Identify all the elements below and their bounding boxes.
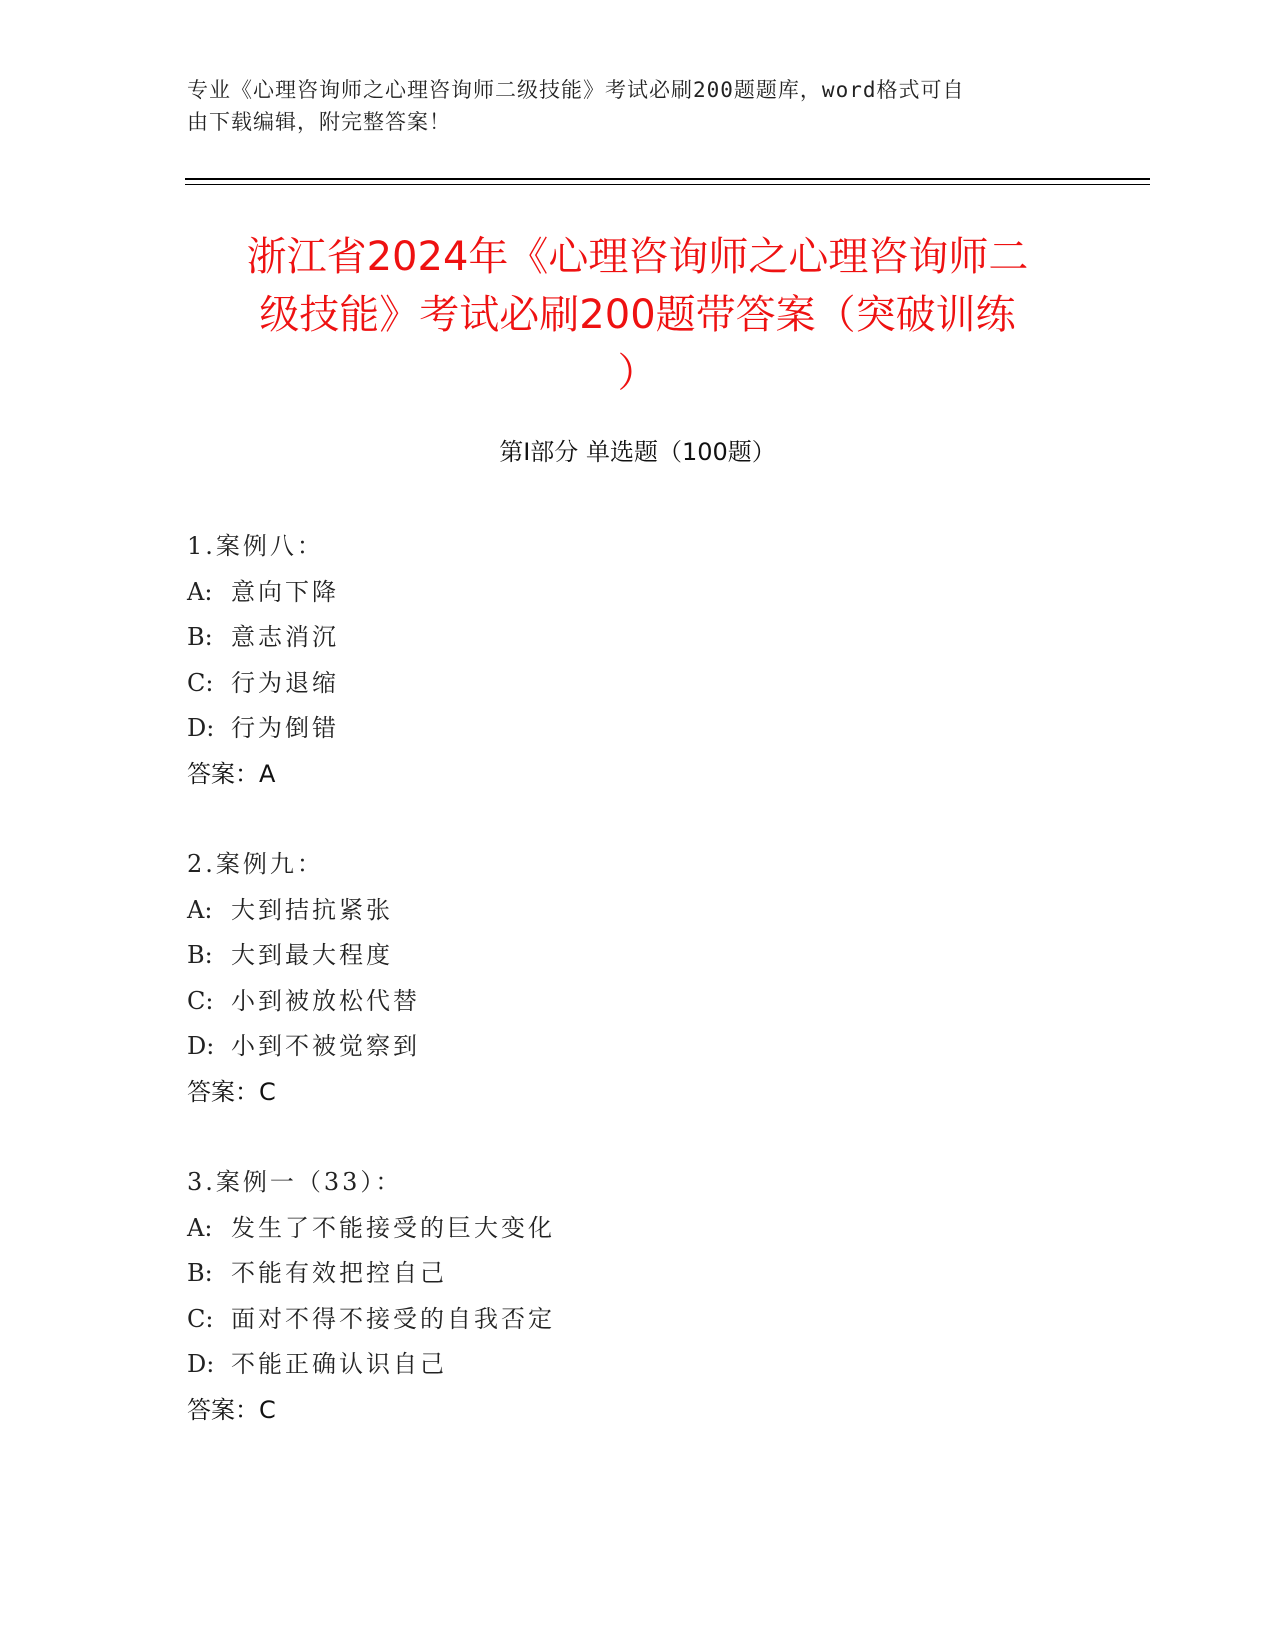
option-b	[187, 1251, 887, 1297]
option-c	[187, 979, 887, 1025]
option-letter: C:	[187, 1304, 214, 1333]
section-title: 第Ⅰ部分 单选题（100题）	[499, 438, 776, 466]
option-d	[187, 1342, 887, 1388]
option-text: 行为倒错	[231, 714, 339, 742]
option-letter: D:	[187, 1350, 215, 1378]
option-text: 行为退缩	[231, 668, 339, 697]
option-d	[187, 1024, 887, 1070]
option-text: 发生了不能接受的巨大变化	[231, 1213, 555, 1242]
question-stem: 2.案例九：	[187, 850, 324, 878]
option-a	[187, 570, 887, 616]
option-letter: D:	[187, 714, 215, 742]
answer-line: 答案：A	[187, 759, 276, 788]
document-title	[140, 228, 1135, 402]
question-1	[187, 524, 887, 797]
option-text: 意向下降	[231, 577, 339, 606]
option-c	[187, 1297, 887, 1343]
answer-line: 答案：C	[187, 1395, 276, 1424]
option-text: 不能正确认识自己	[231, 1350, 447, 1378]
header-note	[187, 74, 1067, 138]
option-letter: B:	[187, 941, 213, 969]
option-b	[187, 933, 887, 979]
option-letter: A:	[187, 895, 213, 924]
answer-line: 答案：C	[187, 1077, 276, 1106]
header-rule-thin	[185, 184, 1150, 185]
option-text: 意志消沉	[231, 623, 339, 651]
question-3	[187, 1160, 887, 1433]
document-title-line-2: 级技能》考试必刷200题带答案（突破训练	[259, 292, 1016, 338]
question-2	[187, 842, 887, 1115]
question-stem: 3.案例一（33）：	[187, 1168, 403, 1196]
question-stem: 1.案例八：	[187, 532, 324, 560]
document-title-line-3: ）	[617, 350, 658, 396]
option-a	[187, 1206, 887, 1252]
option-letter: A:	[187, 577, 213, 606]
option-letter: C:	[187, 668, 214, 697]
option-text: 不能有效把控自己	[231, 1259, 447, 1287]
document-title-line-1: 浙江省2024年《心理咨询师之心理咨询师二	[246, 234, 1029, 280]
option-text: 小到被放松代替	[231, 986, 420, 1015]
header-note-line-2: 由下载编辑，附完整答案！	[187, 110, 451, 134]
option-letter: A:	[187, 1213, 213, 1242]
option-letter: B:	[187, 1259, 213, 1287]
option-a	[187, 888, 887, 934]
option-letter: C:	[187, 986, 214, 1015]
option-text: 大到最大程度	[231, 941, 393, 969]
option-c	[187, 661, 887, 707]
option-letter: B:	[187, 623, 213, 651]
option-text: 小到不被觉察到	[231, 1032, 420, 1060]
option-text: 大到拮抗紧张	[231, 895, 393, 924]
header-note-line-1: 专业《心理咨询师之心理咨询师二级技能》考试必刷200题题库，word格式可自	[187, 78, 965, 102]
option-letter: D:	[187, 1032, 215, 1060]
header-rule-thick	[185, 178, 1150, 180]
option-d	[187, 706, 887, 752]
option-b	[187, 615, 887, 661]
option-text: 面对不得不接受的自我否定	[231, 1304, 555, 1333]
